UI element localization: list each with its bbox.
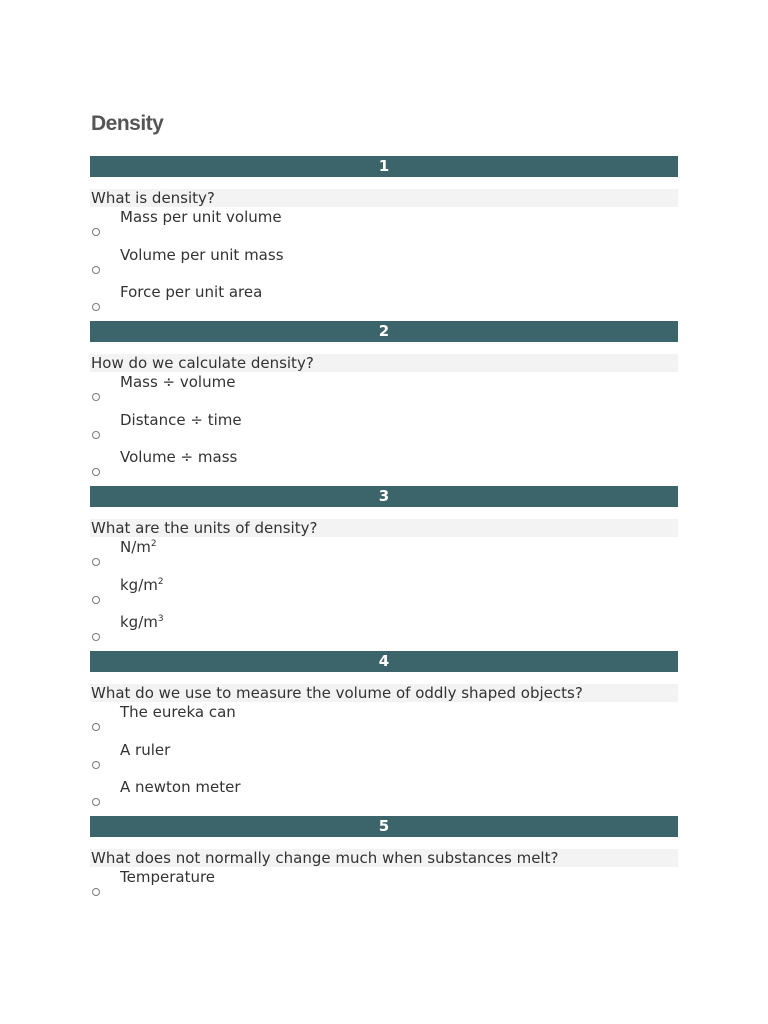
- question-text: What is density?: [90, 189, 678, 207]
- question-5: [90, 816, 678, 981]
- answer-option-label: Distance ÷ time: [120, 410, 242, 429]
- answer-option-label: A ruler: [120, 740, 171, 759]
- radio-button[interactable]: [92, 468, 100, 476]
- answer-option-label: A newton meter: [120, 778, 241, 796]
- radio-button[interactable]: [92, 558, 100, 566]
- question-text: What does not normally change much when substances melt?: [90, 849, 678, 867]
- question-text: How do we calculate density?: [90, 354, 678, 372]
- answer-option[interactable]: [90, 410, 678, 448]
- answer-option[interactable]: [90, 612, 678, 650]
- question-text: What do we use to measure the volume of oddly shaped objects?: [90, 684, 678, 702]
- answer-option[interactable]: [90, 740, 678, 778]
- answer-option[interactable]: [90, 372, 678, 410]
- answer-option[interactable]: [90, 207, 678, 245]
- answer-option[interactable]: [90, 537, 678, 575]
- answer-option[interactable]: [90, 575, 678, 613]
- question-3: [90, 486, 678, 651]
- radio-button[interactable]: [92, 888, 100, 896]
- radio-button[interactable]: [92, 393, 100, 401]
- answer-option-label: $N/m^2$: [120, 538, 157, 556]
- answer-option-label: Mass per unit volume: [120, 208, 282, 226]
- radio-button[interactable]: [92, 596, 100, 604]
- radio-button[interactable]: [92, 798, 100, 806]
- answer-option-label: Force per unit area: [120, 283, 263, 301]
- question-number-header: 4: [90, 651, 678, 672]
- radio-button[interactable]: [92, 431, 100, 439]
- radio-button[interactable]: [92, 303, 100, 311]
- superscript: 2: [150, 539, 157, 549]
- question-number-header: 3: [90, 486, 678, 507]
- answer-option-label: Volume per unit mass: [120, 245, 284, 264]
- answer-option-label: Mass ÷ volume: [120, 373, 236, 391]
- answer-option-label: $kg/m^2$: [120, 575, 164, 594]
- superscript: 3: [157, 614, 164, 624]
- radio-button[interactable]: [92, 633, 100, 641]
- answer-option-label: $kg/m^3$: [120, 613, 164, 631]
- radio-button[interactable]: [92, 228, 100, 236]
- answer-option[interactable]: [90, 245, 678, 283]
- answer-option[interactable]: [90, 777, 678, 815]
- question-2: [90, 321, 678, 486]
- answer-option[interactable]: [90, 282, 678, 320]
- radio-button[interactable]: [92, 761, 100, 769]
- question-number-header: 2: [90, 321, 678, 342]
- radio-button[interactable]: [92, 266, 100, 274]
- answer-option-label: Volume ÷ mass: [120, 448, 238, 466]
- quiz: [90, 156, 678, 981]
- answer-option[interactable]: [90, 867, 678, 905]
- answer-option-label: The eureka can: [120, 703, 236, 721]
- question-text: What are the units of density?: [90, 519, 678, 537]
- question-number-header: 5: [90, 816, 678, 837]
- question-4: [90, 651, 678, 816]
- superscript: 2: [157, 576, 164, 587]
- answer-option[interactable]: [90, 702, 678, 740]
- page-title: Density: [91, 112, 164, 135]
- answer-option-label: Temperature: [120, 868, 216, 886]
- question-1: [90, 156, 678, 321]
- radio-button[interactable]: [92, 723, 100, 731]
- answer-option[interactable]: [90, 447, 678, 485]
- question-number-header: 1: [90, 156, 678, 177]
